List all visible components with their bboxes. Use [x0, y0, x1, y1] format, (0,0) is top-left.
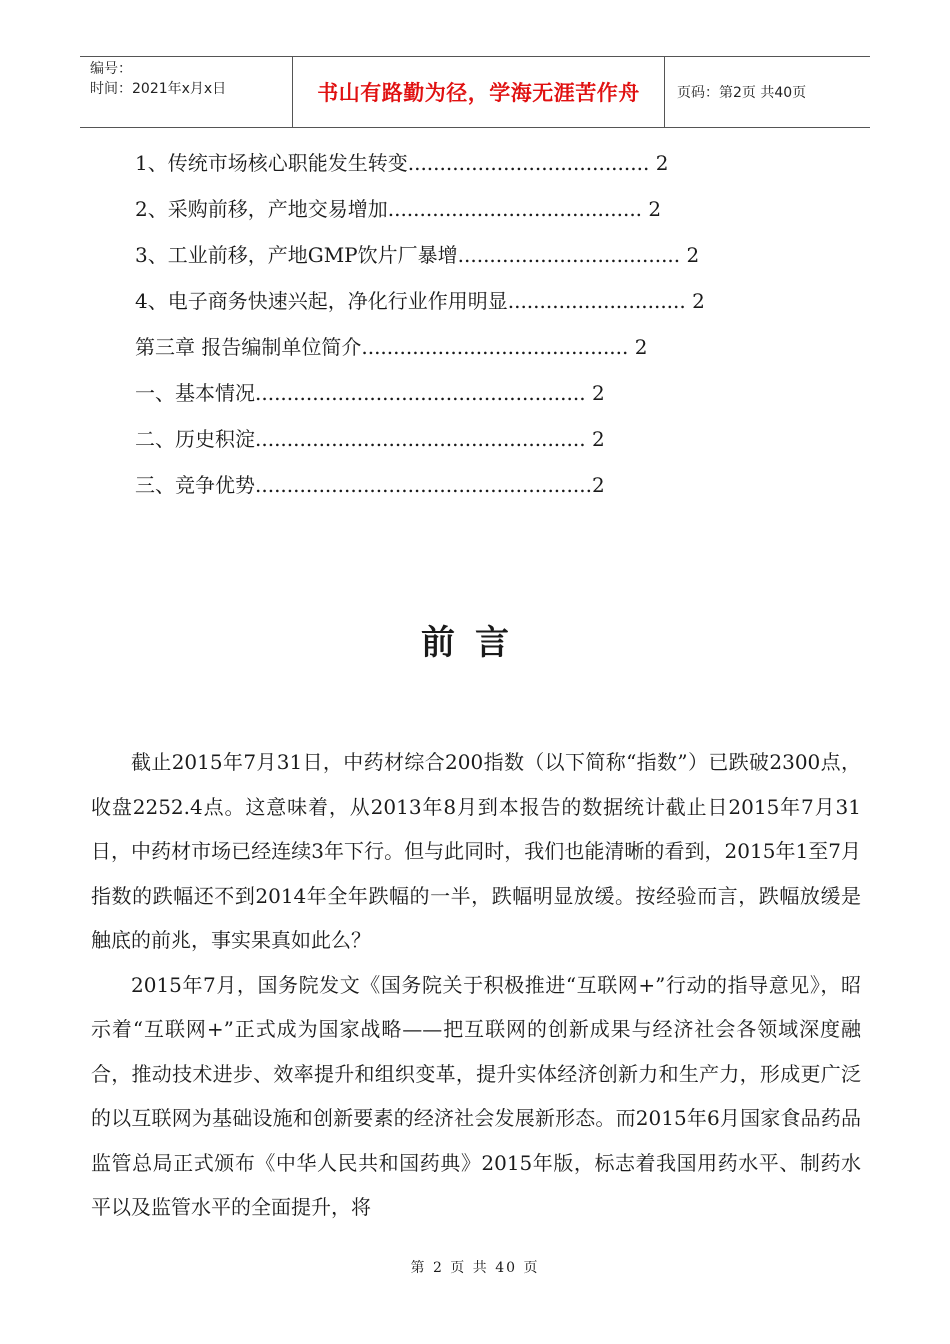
- toc-leader-dots: ............................: [507, 289, 686, 313]
- page-footer: 第 2 页 共 40 页: [410, 1260, 540, 1276]
- toc-leader-dots: .....................................................: [255, 473, 592, 497]
- toc-leader-dots: ....................................................: [255, 381, 586, 405]
- header-meta: [80, 57, 292, 127]
- toc-entry-page: 2: [591, 427, 605, 451]
- page-code-text: 页码：第2页 共40页: [677, 85, 807, 101]
- preface-body: [91, 740, 861, 1230]
- toc-entry-page: 2: [591, 381, 605, 405]
- table-of-contents: [135, 146, 735, 514]
- toc-entry[interactable]: [135, 238, 735, 284]
- toc-leader-dots: ..........................................: [361, 335, 629, 359]
- page-header: [80, 56, 870, 128]
- body-paragraph: 2015年7月，国务院发文《国务院关于积极推进“互联网+”行动的指导意见》，昭示着“互联网+”正式成为国家战略——把互联网的创新成果与经济社会各领域深度融合，推动技术进步、效率提升和组织变革，提升实体经济创新力和生产力，形成更广泛的以互联网为基础设施和创新要素的经济社会发展新形态。而2015年6月国家食品药品监管总局正式颁布《中华人民共和国药典》2015年版，标志着我国用药水平、制药水平以及监管水平的全面提升，将: [91, 972, 861, 1219]
- toc-entry-title: 4、电子商务快速兴起，净化行业作用明显: [135, 289, 508, 313]
- document-time-label: 时间：2021年x月x日: [90, 81, 227, 97]
- toc-entry[interactable]: [135, 330, 735, 376]
- toc-entry-page: 2: [648, 197, 662, 221]
- toc-entry[interactable]: [135, 192, 735, 238]
- toc-entry[interactable]: [135, 284, 735, 330]
- toc-entry-page: 2: [686, 243, 700, 267]
- header-page-code: [665, 57, 870, 127]
- toc-leader-dots: ...................................: [457, 243, 681, 267]
- body-paragraph: 截止2015年7月31日，中药材综合200指数（以下简称“指数”）已跌破2300点，收盘2252.4点。这意味着，从2013年8月到本报告的数据统计截止日2015年7月31日，中药材市场已经连续3年下行。但与此同时，我们也能清晰的看到，2015年1至7月指数的跌幅还不到2014年全年跌幅的一半，跌幅明显放缓。按经验而言，跌幅放缓是触底的前兆，事实果真如此么？: [91, 750, 861, 952]
- toc-leader-dots: ......................................: [407, 151, 650, 175]
- toc-entry-title: 三、竞争优势: [135, 473, 255, 497]
- toc-entry-title: 3、工业前移，产地GMP饮片厂暴增: [135, 243, 458, 267]
- toc-entry-page: 2: [591, 473, 605, 497]
- toc-leader-dots: ........................................: [387, 197, 643, 221]
- toc-entry-title: 一、基本情况: [135, 381, 255, 405]
- toc-entry-page: 2: [634, 335, 648, 359]
- toc-entry[interactable]: [135, 468, 735, 514]
- section-heading: 前言: [421, 623, 529, 663]
- toc-entry-title: 第三章 报告编制单位简介: [135, 335, 362, 359]
- toc-entry-page: 2: [655, 151, 669, 175]
- header-motto: [292, 57, 665, 127]
- toc-entry-page: 2: [692, 289, 705, 313]
- toc-leader-dots: ....................................................: [255, 427, 586, 451]
- toc-entry-title: 1、传统市场核心职能发生转变: [135, 151, 408, 175]
- toc-entry-title: 二、历史积淀: [135, 427, 255, 451]
- toc-entry[interactable]: [135, 422, 735, 468]
- document-number-label: 编号：: [90, 61, 132, 77]
- toc-entry[interactable]: [135, 146, 735, 192]
- toc-entry-title: 2、采购前移，产地交易增加: [135, 197, 388, 221]
- toc-entry[interactable]: [135, 376, 735, 422]
- motto-text: 书山有路勤为径，学海无涯苦作舟: [317, 81, 640, 105]
